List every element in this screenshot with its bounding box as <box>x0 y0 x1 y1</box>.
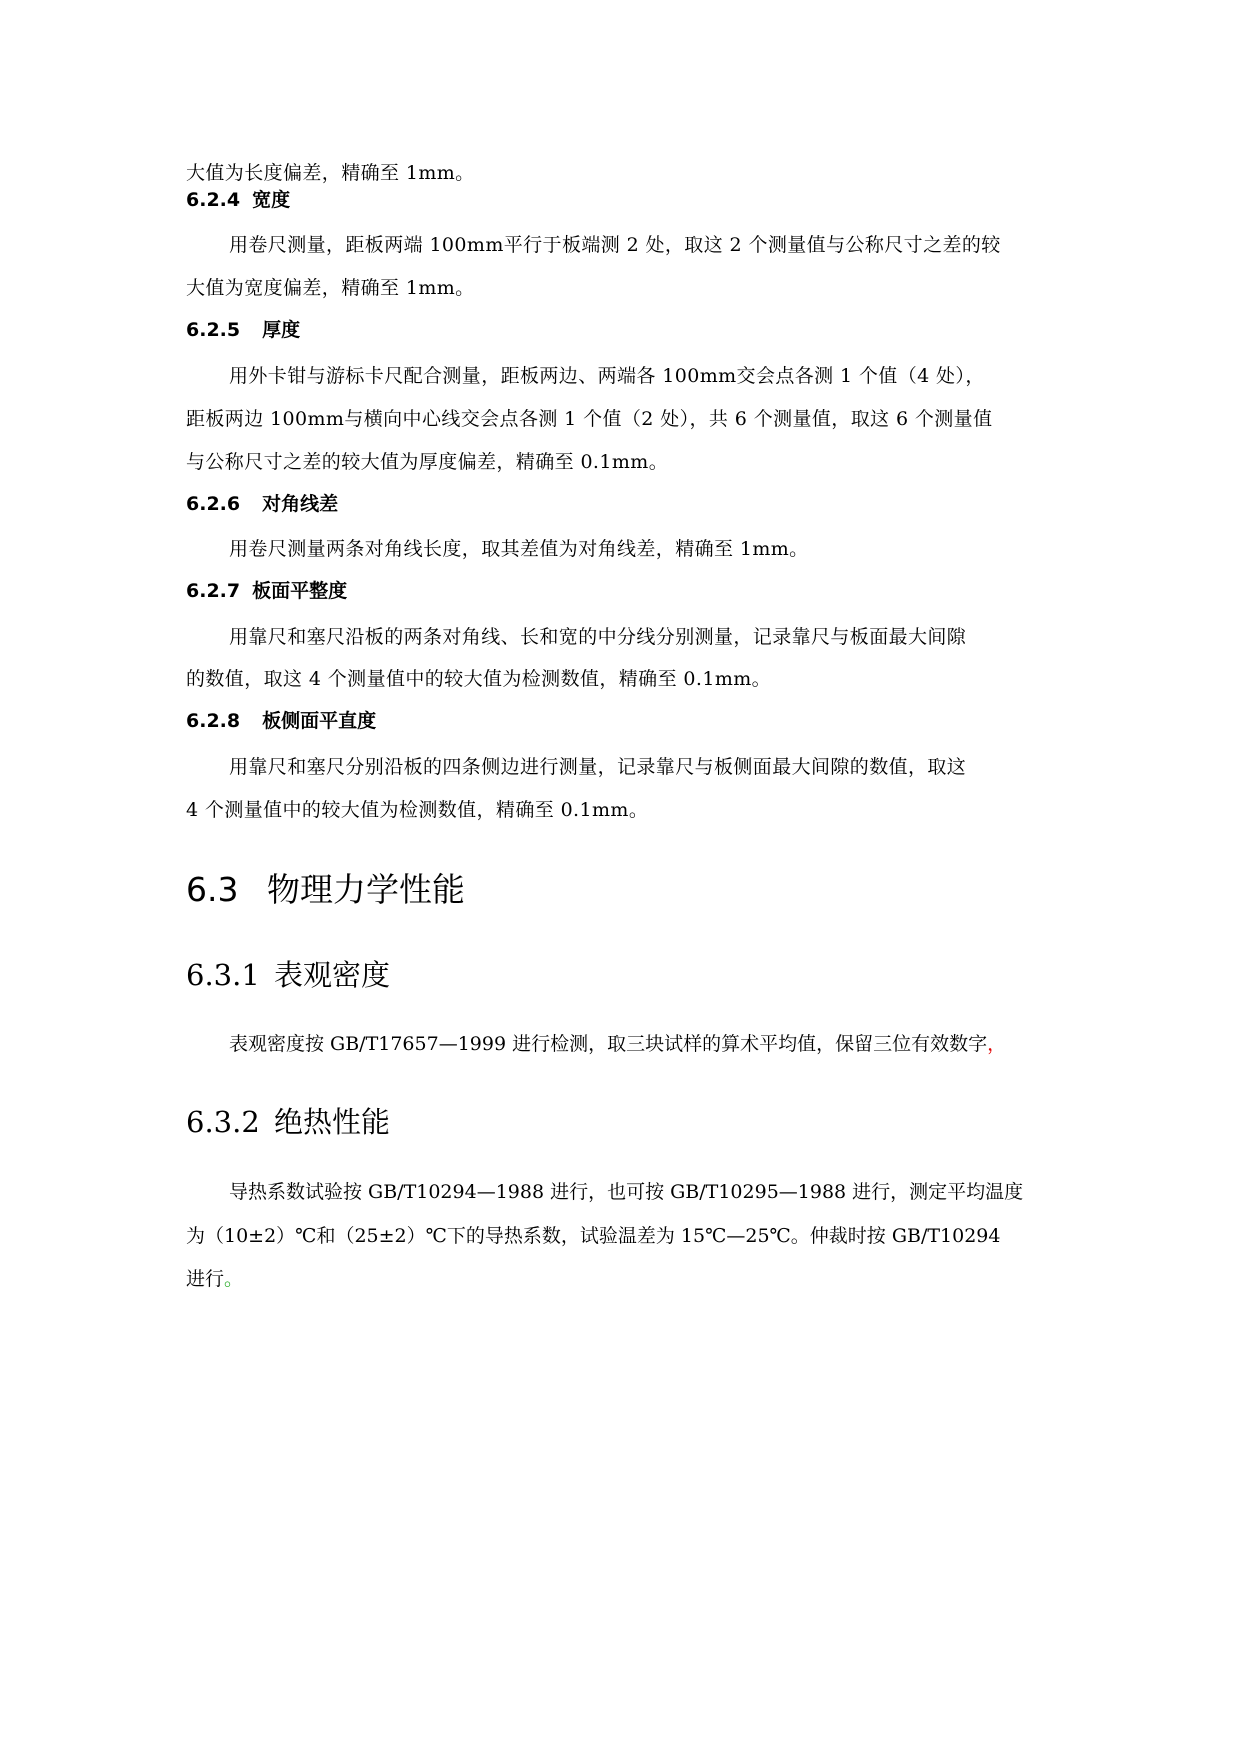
heading-title: 板面平整度 <box>252 580 348 602</box>
paragraph-text: 进行 <box>186 1268 225 1290</box>
heading-title: 绝热性能 <box>274 1105 391 1139</box>
revision-mark: ， <box>987 1033 1007 1055</box>
revision-mark: 。 <box>224 1268 244 1290</box>
paragraph-6-3-2-line3 <box>186 1256 243 1303</box>
heading-6-3-1 <box>186 955 390 995</box>
heading-title: 对角线差 <box>262 493 339 515</box>
heading-title: 物理力学性能 <box>267 870 465 909</box>
paragraph-6-3-1 <box>229 1021 1006 1068</box>
heading-number: 6.2.8 <box>186 710 241 732</box>
heading-number: 6.2.7 <box>186 580 241 602</box>
heading-number: 6.3.2 <box>186 1105 260 1139</box>
heading-number: 6.3 <box>186 870 239 909</box>
paragraph-6-3-2-line2: 为（10±2）℃和（25±2）℃下的导热系数，试验温差为 15℃—25℃。仲裁时按 GB/T10294 <box>186 1225 1001 1247</box>
paragraph-6-2-6-line1: 用卷尺测量两条对角线长度，取其差值为对角线差，精确至 1mm。 <box>229 538 809 560</box>
heading-number: 6.2.5 <box>186 319 241 341</box>
heading-title: 厚度 <box>262 319 301 341</box>
paragraph-6-2-8-line2: 4 个测量值中的较大值为检测数值，精确至 0.1mm。 <box>186 799 649 821</box>
heading-title: 宽度 <box>252 189 291 211</box>
heading-number: 6.2.6 <box>186 493 241 515</box>
heading-6-2-8 <box>186 707 376 735</box>
heading-6-2-6 <box>186 490 338 518</box>
paragraph-6-2-5-line2: 距板两边 100mm与横向中心线交会点各测 1 个值（2 处），共 6 个测量值，取这 6 个测量值 <box>186 408 993 430</box>
paragraph-6-2-7-line1: 用靠尺和塞尺沿板的两条对角线、长和宽的中分线分别测量，记录靠尺与板面最大间隙 <box>229 626 967 648</box>
heading-title: 表观密度 <box>274 958 391 992</box>
heading-6-2-7 <box>186 577 347 605</box>
heading-6-2-4 <box>186 186 290 214</box>
heading-title: 板侧面平直度 <box>262 710 377 732</box>
paragraph-6-2-7-line2: 的数值，取这 4 个测量值中的较大值为检测数值，精确至 0.1mm。 <box>186 668 772 690</box>
heading-6-3-2 <box>186 1102 390 1142</box>
heading-number: 6.3.1 <box>186 958 260 992</box>
paragraph-6-2-5-line3: 与公称尺寸之差的较大值为厚度偏差，精确至 0.1mm。 <box>186 451 669 473</box>
paragraph-6-2-4-line2: 大值为宽度偏差，精确至 1mm。 <box>186 277 475 299</box>
heading-number: 6.2.4 <box>186 189 241 211</box>
heading-6-3 <box>186 868 465 912</box>
paragraph-text: 表观密度按 GB/T17657—1999 进行检测，取三块试样的算术平均值，保留三位有效数字 <box>229 1033 988 1055</box>
heading-6-2-5 <box>186 316 300 344</box>
paragraph-6-2-8-line1: 用靠尺和塞尺分别沿板的四条侧边进行测量，记录靠尺与板侧面最大间隙的数值，取这 <box>229 756 967 778</box>
paragraph-6-2-4-line1: 用卷尺测量，距板两端 100mm平行于板端测 2 处，取这 2 个测量值与公称尺寸之差的较 <box>229 234 1001 256</box>
paragraph-6-2-3-tail: 大值为长度偏差，精确至 1mm。 <box>186 162 475 184</box>
paragraph-6-3-2-line1: 导热系数试验按 GB/T10294—1988 进行，也可按 GB/T10295—1988 进行，测定平均温度 <box>229 1181 1024 1203</box>
paragraph-6-2-5-line1: 用外卡钳与游标卡尺配合测量，距板两边、两端各 100mm交会点各测 1 个值（4 处）， <box>229 365 985 387</box>
